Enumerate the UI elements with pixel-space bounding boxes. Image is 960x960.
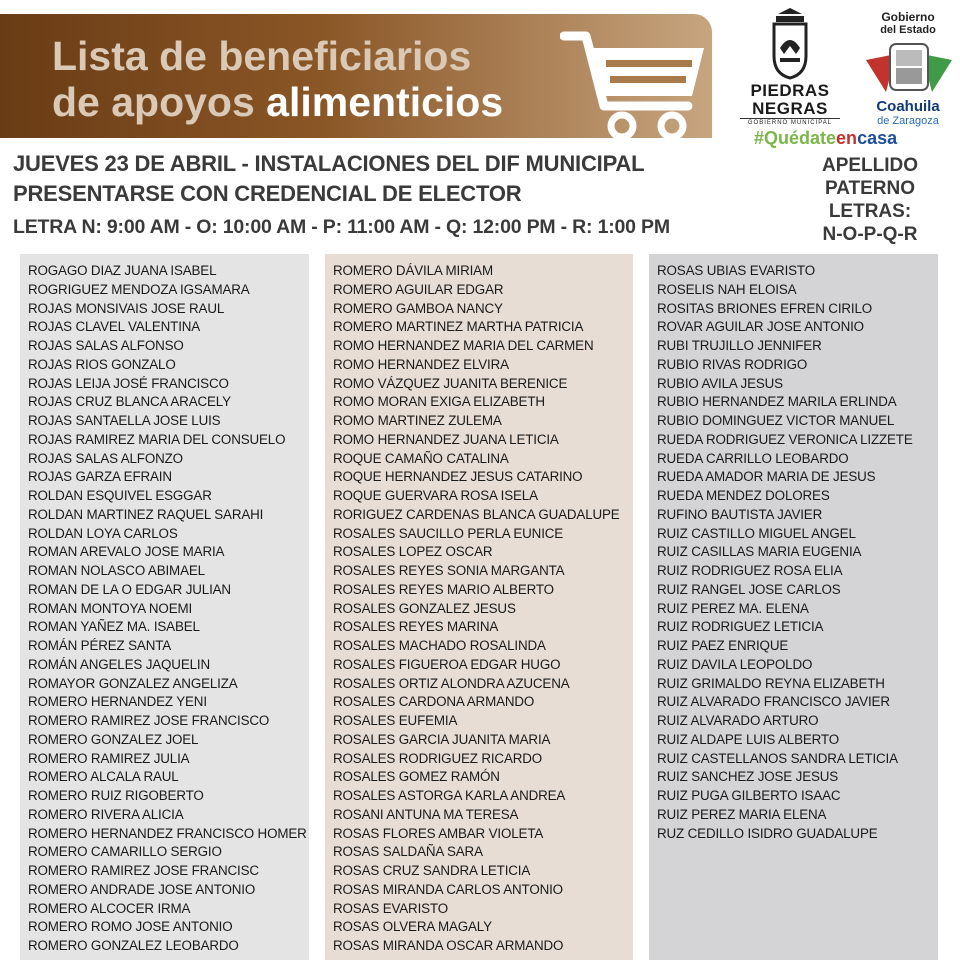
list-item: RUIZ RODRIGUEZ ROSA ELIA <box>657 563 843 578</box>
list-item: ROSALES ORTIZ ALONDRA AZUCENA <box>333 675 570 691</box>
beneficiaries-list-2 <box>325 254 633 956</box>
list-item: ROSAS FLORES AMBAR VIOLETA <box>333 825 544 841</box>
list-item: ROJAS SANTAELLA JOSE LUIS <box>28 413 221 428</box>
list-item: ROMERO ALCOCER IRMA <box>28 900 191 916</box>
list-item: RUBIO RIVAS RODRIGO <box>657 356 808 372</box>
list-item: ROMÁN PÉREZ SANTA <box>28 638 172 653</box>
shopping-cart-icon <box>560 26 710 138</box>
apellido-line1: APELLIDO <box>821 155 919 176</box>
list-item: RUIZ SANCHEZ JOSE JESUS <box>657 769 839 785</box>
list-item: ROMERO RAMIREZ JOSE FRANCISC <box>28 863 259 878</box>
list-item: RUIZ CASTILLO MIGUEL ANGEL <box>657 525 856 541</box>
list-item: RUIZ PEREZ MA. ELENA <box>657 600 809 616</box>
beneficiaries-list-1 <box>20 254 309 956</box>
list-item: ROSAS MIRANDA CARLOS ANTONIO <box>333 881 563 897</box>
list-item: ROMAN AREVALO JOSE MARIA <box>28 544 225 560</box>
list-item: ROMO MORAN EXIGA ELIZABETH <box>333 394 545 410</box>
list-item: RUBIO DOMINGUEZ VICTOR MANUEL <box>657 413 895 428</box>
list-item: ROJAS MONSIVAIS JOSE RAUL <box>28 300 225 316</box>
list-item: ROMERO GONZALEZ JOEL <box>28 731 199 747</box>
list-item: RUIZ PEREZ MARIA ELENA <box>657 806 827 822</box>
list-item: RUIZ CASILLAS MARIA EUGENIA <box>657 544 862 560</box>
list-item: RUBIO HERNANDEZ MARILA ERLINDA <box>657 394 897 410</box>
list-item: ROJAS LEIJA JOSÉ FRANCISCO <box>28 375 229 391</box>
list-item: ROMERO CAMARILLO SERGIO <box>28 844 222 860</box>
list-item: ROSALES FIGUEROA EDGAR HUGO <box>333 656 561 672</box>
list-item: ROSALES SAUCILLO PERLA EUNICE <box>333 525 564 541</box>
list-item: ROSAS OLVERA MAGALY <box>333 919 492 935</box>
list-item: ROMO VÁZQUEZ JUANITA BERENICE <box>333 375 568 391</box>
list-item: ROMERO RAMIREZ JOSE FRANCISCO <box>28 713 270 728</box>
list-item: ROSALES GARCIA JUANITA MARIA <box>333 731 551 747</box>
list-item: ROSELIS NAH ELOISA <box>657 281 797 297</box>
list-item: ROJAS SALAS ALFONZO <box>28 450 183 466</box>
list-item: ROSAS UBIAS EVARISTO <box>657 263 815 278</box>
list-item: ROMAN MONTOYA NOEMI <box>28 600 193 616</box>
list-item: ROVAR AGUILAR JOSE ANTONIO <box>657 319 864 335</box>
hashtag-en: en <box>836 128 858 148</box>
list-item: ROSALES REYES SONIA MARGANTA <box>333 563 565 578</box>
list-item: RUZ CEDILLO ISIDRO GUADALUPE <box>657 825 878 841</box>
coahuila-name: Coahuila <box>876 98 940 115</box>
banner-title-line2 <box>52 80 503 124</box>
piedras-negras-logo <box>740 8 840 128</box>
list-item: RUIZ RODRIGUEZ LETICIA <box>657 619 824 635</box>
schedule-line: LETRA N: 9:00 AM - O: 10:00 AM - P: 11:00 AM - Q: 12:00 PM - R: 1:00 PM <box>13 216 670 238</box>
list-item: ROJAS RAMIREZ MARIA DEL CONSUELO <box>28 431 286 447</box>
hashtag-quedate: Quédate <box>764 128 837 148</box>
list-item: ROMERO RUIZ RIGOBERTO <box>28 788 204 803</box>
list-item: ROMERO ROMO JOSE ANTONIO <box>28 919 233 935</box>
hashtag-quedate-en-casa <box>754 128 954 149</box>
banner-title-line2-b: alimenticios <box>266 79 504 125</box>
list-item: RUIZ ALDAPE LUIS ALBERTO <box>657 731 839 747</box>
list-item: ROSALES CARDONA ARMANDO <box>333 694 535 710</box>
list-item: ROJAS GARZA EFRAIN <box>28 469 172 485</box>
list-item: ROMERO GONZALEZ LEOBARDO <box>28 938 239 953</box>
list-item: ROLDAN MARTINEZ RAQUEL SARAHI <box>28 506 264 522</box>
list-item: ROJAS CRUZ BLANCA ARACELY <box>28 394 231 410</box>
list-item: RUIZ RANGEL JOSE CARLOS <box>657 581 841 597</box>
list-item: ROMO HERNANDEZ MARIA DEL CARMEN <box>333 338 594 353</box>
list-item: ROMERO AGUILAR EDGAR <box>333 281 504 297</box>
list-item: ROSITAS BRIONES EFREN CIRILO <box>657 300 873 316</box>
list-item: ROMERO ALCALA RAUL <box>28 769 179 785</box>
list-item: ROMERO RAMIREZ JULIA <box>28 750 190 766</box>
list-item: RUIZ PAEZ ENRIQUE <box>657 638 789 653</box>
piedras-subtitle: GOBIERNO MUNICIPAL <box>740 118 840 126</box>
list-item: ROMO MARTINEZ ZULEMA <box>333 413 502 428</box>
list-item: ROLDAN LOYA CARLOS <box>28 525 178 541</box>
list-item: ROMERO GAMBOA NANCY <box>333 300 503 316</box>
event-date-line: JUEVES 23 DE ABRIL - INSTALACIONES DEL DIF MUNICIPAL <box>13 151 645 176</box>
list-item: RORIGUEZ CARDENAS BLANCA GUADALUPE <box>333 506 620 522</box>
list-item: ROJAS CLAVEL VALENTINA <box>28 319 201 335</box>
list-item: RUEDA MENDEZ DOLORES <box>657 488 830 503</box>
list-item: ROSALES MACHADO ROSALINDA <box>333 638 546 653</box>
list-item: ROSALES LOPEZ OSCAR <box>333 544 493 560</box>
list-item: ROSAS EVARISTO <box>333 900 448 916</box>
apellido-line3: LETRAS: <box>828 201 912 222</box>
list-item: ROMERO DÁVILA MIRIAM <box>333 263 493 278</box>
list-item: RUBI TRUJILLO JENNIFER <box>657 338 822 353</box>
list-item: ROSALES ASTORGA KARLA ANDREA <box>333 788 566 803</box>
list-item: RUIZ GRIMALDO REYNA ELIZABETH <box>657 675 885 691</box>
list-item: ROSAS MIRANDA OSCAR ARMANDO <box>333 938 564 953</box>
list-item: RUIZ DAVILA LEOPOLDO <box>657 656 813 672</box>
list-item: RUIZ ALVARADO FRANCISCO JAVIER <box>657 694 890 710</box>
list-item: ROSALES REYES MARIO ALBERTO <box>333 581 554 597</box>
coahuila-seal-icon <box>866 40 952 96</box>
list-item: ROSALES REYES MARINA <box>333 619 499 635</box>
list-item: ROQUE GUERVARA ROSA ISELA <box>333 488 538 503</box>
list-item: ROGAGO DIAZ JUANA ISABEL <box>28 263 217 278</box>
list-item: ROMO HERNANDEZ ELVIRA <box>333 356 509 372</box>
list-item: RUEDA CARRILLO LEOBARDO <box>657 450 849 466</box>
list-item: ROMÁN ANGELES JAQUELIN <box>28 656 210 672</box>
list-item: RUIZ ALVARADO ARTURO <box>657 713 819 728</box>
beneficiaries-column-1 <box>20 254 309 960</box>
hashtag-symbol: # <box>754 128 765 148</box>
list-item: ROJAS RIOS GONZALO <box>28 356 176 372</box>
list-item: ROSALES GONZALEZ JESUS <box>333 600 516 616</box>
list-item: ROSALES GOMEZ RAMÓN <box>333 769 500 785</box>
apellido-line4: N-O-P-Q-R <box>822 224 918 245</box>
list-item: ROSANI ANTUNA MA TERESA <box>333 806 519 822</box>
beneficiaries-column-3 <box>649 254 938 960</box>
title-banner <box>0 14 712 138</box>
list-item: ROMERO MARTINEZ MARTHA PATRICIA <box>333 319 584 335</box>
list-item: ROSALES RODRIGUEZ RICARDO <box>333 750 543 766</box>
piedras-name-line1: PIEDRAS <box>750 81 830 100</box>
list-item: ROMO HERNANDEZ JUANA LETICIA <box>333 431 559 447</box>
coahuila-logo <box>858 8 958 128</box>
hashtag-casa: casa <box>857 128 898 148</box>
zaragoza-name: de Zaragoza <box>877 115 939 127</box>
gobierno-line2: del Estado <box>880 24 936 36</box>
credential-line: PRESENTARSE CON CREDENCIAL DE ELECTOR <box>13 181 522 206</box>
list-item: ROMERO HERNANDEZ YENI <box>28 694 207 710</box>
list-item: ROSAS SALDAÑA SARA <box>333 844 483 860</box>
beneficiaries-column-2 <box>325 254 633 960</box>
list-item: ROMERO ANDRADE JOSE ANTONIO <box>28 881 256 897</box>
list-item: RUBIO AVILA JESUS <box>657 375 783 391</box>
list-item: RUIZ PUGA GILBERTO ISAAC <box>657 788 841 803</box>
list-item: ROMAYOR GONZALEZ ANGELIZA <box>28 675 238 691</box>
list-item: ROMAN DE LA O EDGAR JULIAN <box>28 581 231 597</box>
piedras-name-line2: NEGRAS <box>752 99 828 118</box>
list-item: ROLDAN ESQUIVEL ESGGAR <box>28 488 212 503</box>
list-item: ROSALES EUFEMIA <box>333 713 458 728</box>
beneficiaries-list-3 <box>649 254 938 843</box>
list-item: RUEDA RODRIGUEZ VERONICA LIZZETE <box>657 431 913 447</box>
list-item: RUIZ CASTELLANOS SANDRA LETICIA <box>657 750 898 766</box>
banner-title-line1: Lista de beneficiarios <box>52 33 472 79</box>
banner-title-line2-a: de apoyos <box>52 79 267 125</box>
apellido-line2: PATERNO <box>824 178 916 199</box>
piedras-negras-seal-icon <box>768 8 812 80</box>
list-item: ROQUE CAMAÑO CATALINA <box>333 450 509 466</box>
list-item: ROGRIGUEZ MENDOZA IGSAMARA <box>28 281 250 297</box>
list-item: ROJAS SALAS ALFONSO <box>28 338 184 353</box>
list-item: ROMERO RIVERA ALICIA <box>28 806 184 822</box>
list-item: ROMAN NOLASCO ABIMAEL <box>28 563 205 578</box>
list-item: ROMERO HERNANDEZ FRANCISCO HOMER <box>28 825 307 841</box>
list-item: ROSAS CRUZ SANDRA LETICIA <box>333 863 531 878</box>
apellido-block <box>790 154 950 246</box>
list-item: RUFINO BAUTISTA JAVIER <box>657 506 823 522</box>
list-item: ROQUE HERNANDEZ JESUS CATARINO <box>333 469 583 485</box>
list-item: RUEDA AMADOR MARIA DE JESUS <box>657 469 876 485</box>
list-item: ROMAN YAÑEZ MA. ISABEL <box>28 619 200 635</box>
gobierno-line1: Gobierno <box>881 10 935 24</box>
